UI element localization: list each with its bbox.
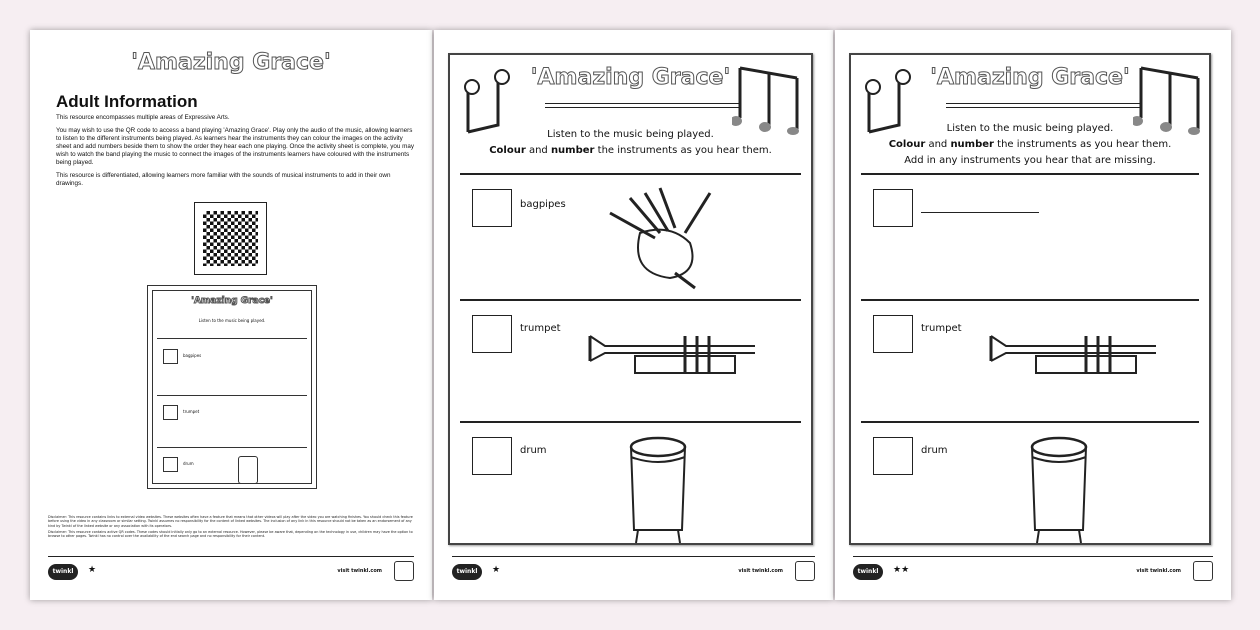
footer	[452, 556, 815, 582]
quality-badge-icon	[394, 561, 414, 581]
instrument-label: trumpet	[921, 323, 962, 334]
footer	[48, 556, 414, 582]
instrument-label: drum	[520, 445, 547, 456]
adult-information-heading: Adult Information	[56, 92, 198, 111]
instructions	[851, 121, 1209, 169]
drum-image	[628, 435, 688, 545]
adult-information-page	[30, 30, 432, 600]
drum-image	[1029, 435, 1089, 545]
instruction-line: Listen to the music being played.	[946, 123, 1114, 134]
paragraph: This resource is differentiated, allowing learners more familiar with the sounds of musical instruments to add in their own drawings.	[56, 172, 391, 187]
twinkl-logo: twinkl	[48, 564, 78, 580]
quality-badge-icon	[795, 561, 815, 581]
instrument-name-blank[interactable]	[921, 212, 1039, 213]
divider	[861, 173, 1199, 175]
instructions	[450, 127, 811, 159]
music-notes-icon	[732, 63, 802, 135]
title-underline	[946, 103, 1141, 108]
page-title: 'Amazing Grace'	[530, 65, 731, 90]
number-box[interactable]	[873, 315, 913, 353]
divider	[861, 299, 1199, 301]
worksheet-page-2	[835, 30, 1231, 600]
twinkl-logo: twinkl	[452, 564, 482, 580]
divider	[460, 173, 801, 175]
bagpipes-image	[600, 183, 730, 293]
visit-link[interactable]: visit twinkl.com	[337, 568, 382, 574]
worksheet-page-1	[434, 30, 833, 600]
number-box[interactable]	[873, 437, 913, 475]
divider	[460, 299, 801, 301]
quality-badge-icon	[1193, 561, 1213, 581]
paragraph: This resource encompasses multiple areas of Expressive Arts.	[56, 114, 230, 121]
number-box[interactable]	[472, 315, 512, 353]
instruction-line: Colour and number the instruments as you hear them.	[888, 139, 1172, 150]
disclaimer	[48, 515, 414, 538]
paragraph: You may wish to use the QR code to access a band playing 'Amazing Grace'. Play only the audio of the music, allowing learners to listen to the different instruments being played. As learners hear the instruments they can colour the images on the activity sheet and add numbers beside them to show the order they hear each one playing. Once the activity sheet is complete, you may wish to watch the band playing the music to connect the images of the instruments learners have coloured with the instruments being played.	[56, 127, 415, 166]
thumbnail-label: drum	[183, 461, 194, 466]
divider	[460, 421, 801, 423]
visit-link[interactable]: visit twinkl.com	[738, 568, 783, 574]
qr-code[interactable]	[194, 202, 267, 275]
number-box[interactable]	[873, 189, 913, 227]
instrument-label: bagpipes	[520, 199, 566, 210]
instrument-label: drum	[921, 445, 948, 456]
thumbnail-label: bagpipes	[183, 353, 202, 358]
worksheet-thumbnail	[147, 285, 317, 489]
trumpet-image	[585, 331, 765, 381]
page-title: 'Amazing Grace'	[930, 65, 1130, 90]
divider	[861, 421, 1199, 423]
thumbnail-label: trumpet	[183, 409, 200, 414]
twinkl-logo: twinkl	[853, 564, 883, 580]
adult-information-body	[56, 114, 416, 193]
number-box[interactable]	[472, 189, 512, 227]
worksheet-frame	[448, 53, 813, 545]
difficulty-stars: ★★	[893, 565, 910, 575]
difficulty-stars: ★	[88, 565, 97, 575]
trumpet-image	[986, 331, 1166, 381]
thumbnail-instructions: Listen to the music being played.	[198, 318, 266, 323]
instruction-line: Add in any instruments you hear that are missing.	[904, 155, 1156, 166]
difficulty-stars: ★	[492, 565, 501, 575]
footer	[853, 556, 1213, 582]
worksheet-frame	[849, 53, 1211, 545]
instruction-line: Listen to the music being played.	[547, 129, 714, 140]
thumbnail-title: 'Amazing Grace'	[191, 296, 273, 306]
visit-link[interactable]: visit twinkl.com	[1136, 568, 1181, 574]
number-box[interactable]	[472, 437, 512, 475]
disclaimer-text: Disclaimer: This resource contains links to external video websites. These websites often have a feature that means that other videos will play after the video you are watching finishes. You should check this feature before using the video in any classroom or similar setting. Twinkl assumes no responsibility for the content of linked websites. The inclusion of any link in this resource should not be taken as an endorsement of any kind by Twinkl of the linked website or any association with its operators.	[48, 515, 413, 528]
instrument-label: trumpet	[520, 323, 561, 334]
page-title: 'Amazing Grace'	[131, 50, 331, 75]
disclaimer-text: Disclaimer: This resource contains active QR codes. These codes should initially only go to an external resource. However, please be aware that, depending on the technology in use, children may have the option to browse to other pages. Twinkl has no control over the availability of the end search page and no responsibility for their content.	[48, 529, 413, 539]
title-underline	[545, 103, 740, 108]
instruction-line: Colour and number the instruments as you hear them.	[489, 145, 772, 156]
